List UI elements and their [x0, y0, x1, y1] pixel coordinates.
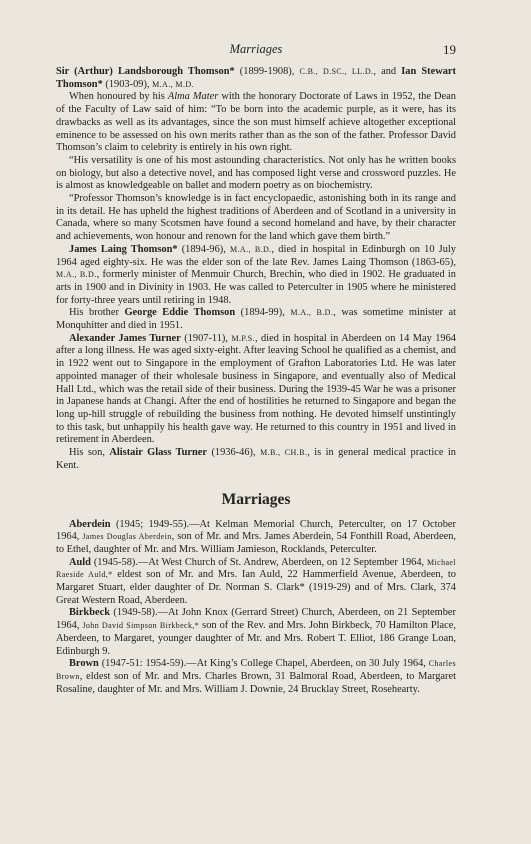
degrees: M.B., CH.B.: [260, 448, 308, 458]
text-run: , was sometime minister at Monquhitter and died in 1951.: [56, 307, 456, 332]
text-run: , formerly minister of Menmuir Church, Brechin, who died in 1902. He graduated in arts in 1900 and in Divinity in 1903. He was called to Peterculter in 1905 where he ministered for forty-three years until retiring in 1948.: [56, 269, 456, 306]
school-years: (1894-96),: [177, 243, 230, 255]
groom-name: Charles Brown: [56, 659, 456, 681]
text-run: , died in hospital in Edinburgh on 10 July 1964 aged eighty-six. He was the elder son of the late Rev. James Laing Thomson (1863-65),: [56, 243, 456, 268]
text-run: —At John Knox (Gerrard Street) Church, Aberdeen, on 21 September 1964,: [56, 607, 456, 632]
page-number: 19: [443, 42, 456, 57]
section-title-marriages: Marriages: [221, 490, 291, 508]
person-name: George Eddie Thomson: [124, 307, 236, 319]
person-name: Alistair Glass Turner: [109, 447, 207, 459]
page-body: [56, 66, 456, 696]
marriage-entry: [56, 658, 456, 696]
paragraph-honorary-doctorate: [56, 91, 456, 155]
degrees: M.A., B.D.: [290, 308, 334, 318]
degrees: M.A., B.D.: [230, 244, 272, 254]
text-run: His son,: [69, 447, 110, 459]
obituary-heading-thomson: [56, 66, 456, 91]
conjunction: , and: [373, 66, 397, 77]
degrees: M.A., B.D.: [56, 270, 97, 280]
obituary-james-laing-thomson: [56, 244, 456, 308]
person-name: James Laing Thomson*: [69, 243, 178, 255]
school-years: (1945-58).: [90, 556, 138, 568]
obituary-alexander-james-turner: [56, 333, 456, 447]
groom-name: Michael Raeside Auld,*: [56, 557, 457, 580]
marriage-entry: [56, 607, 456, 658]
groom-name: James Douglas Aberdein: [82, 532, 172, 542]
text-run: with the honorary Doctorate of Laws in 1952, the Dean of the Faculty of Law said of him: “To be born into the academic purple, as it were, has its drawbacks as well as its advantages, since the son must himself achieve altogether exceptional eminence to be assessed on his own merits rather than as the son of the father. Professor David Thomson’s claim to celebrity is entirely in his own right.: [56, 91, 456, 154]
school-years: (1945; 1949-55).: [110, 518, 190, 530]
text-run: , eldest son of Mr. and Mrs. Charles Brown, 31 Balmoral Road, Aberdeen, to Margaret Rosaline, daughter of Mr. and Mrs. William J. Downie, 24 Brucklay Street, Rosehearty.: [56, 670, 456, 695]
page-header: [56, 42, 456, 60]
person-name: Ian Stewart Thomson*: [56, 66, 456, 90]
school-years: (1936-46),: [207, 447, 261, 459]
text-run: When honoured by his: [69, 91, 168, 103]
alma-mater-italic: Alma Mater: [167, 91, 219, 103]
text-run: —At Kelman Memorial Church, Peterculter, on 17 October 1964,: [56, 518, 456, 543]
text-run: —At King’s College Chapel, Aberdeen, on 30 July 1964,: [186, 658, 429, 670]
text-run: son of the Rev. and Mrs. John Birkbeck, 70 Hamilton Place, Aberdeen, to Margaret, younger daughter of Mr. and Mrs. Robert T. Elliot, 186 Grange Loan, Edinburgh 9.: [56, 620, 456, 657]
obituary-george-eddie-thomson: [56, 307, 456, 332]
text-run: , is in general medical practice in Kent.: [56, 447, 456, 471]
school-years: (1907-11),: [180, 332, 232, 344]
person-name: Alexander James Turner: [69, 332, 181, 344]
obituary-alistair-glass-turner: [56, 447, 456, 472]
text-run: —At West Church of St. Andrew, Aberdeen, on 12 September 1964,: [137, 556, 427, 568]
running-head: Marriages: [229, 42, 283, 56]
surname: Brown: [69, 658, 99, 670]
degrees: C.B., D.SC., LL.D.: [299, 67, 374, 76]
school-years: (1894-99),: [235, 307, 291, 319]
text-run: His brother: [69, 307, 125, 319]
text-run: , son of Mr. and Mrs. James Aberdein, 54 Fonthill Road, Aberdeen, to Ethel, daughter of Mr. and Mrs. William Jamieson, Rocklands, Peterculter.: [56, 531, 456, 555]
surname: Birkbeck: [69, 607, 110, 619]
text-run: , died in hospital in Aberdeen on 14 May 1964 after a long illness. He was aged sixty-eight. After leaving School he qualified as a chemist, and in 1922 went out to Singapore in the employment of Grafton Laboratories Ltd. He was later appointed manager of their wholesale business in Singapore, and eventually also of Medical Hall Ltd., which was the retail side of their business. During the 1939-45 War he was a prisoner in Japanese hands at Changi. After the end of hostilities he returned to Singapore and began the long up-hill struggle of rebuilding the business from nothing. He devoted himself unstintingly to this task, but unhappily his health gave way. He returned to this country in 1951 and lived in retirement in Aberdeen.: [56, 332, 456, 446]
degrees: M.A., M.D.: [152, 79, 194, 89]
paragraph-knowledge: “Professor Thomson’s knowledge is in fact encyclopaedic, astonishing both in its range and in its detail. He has upheld the highest traditions of Aberdeen and of Scotland in a university in Canada, where so many Scotsmen have found a second homeland and have, by their character and achievements, won honour and renown for the land which gave them birth.”: [56, 193, 456, 243]
school-years: (1949-58).: [110, 607, 158, 619]
marriage-entry: [56, 557, 456, 608]
school-years: (1899-1908),: [234, 66, 300, 77]
text-run: eldest son of Mr. and Mrs. Ian Auld, 22 Hammerfield Avenue, Aberdeen, to Margaret Stuart, elder daughter of Dr. Norman S. Clark* (1919-29) and of Mrs. Clark, 374 Great Western Road, Aberdeen.: [56, 569, 457, 606]
surname: Auld: [69, 556, 91, 568]
marriage-entry: [56, 519, 456, 557]
surname: Aberdein: [69, 518, 111, 530]
degrees: M.P.S.: [231, 333, 255, 343]
school-years: (1903-09),: [102, 78, 153, 90]
person-name: Sir (Arthur) Landsborough Thomson*: [56, 66, 235, 77]
groom-name: John David Simpson Birkbeck,*: [82, 621, 200, 631]
paragraph-versatility: “His versatility is one of his most astounding characteristics. Not only has he written books on biology, but also a detective novel, and has composed light verse and crossword puzzles. He is almost as knowledgeable on ballet and modern poetry as on biochemistry.: [56, 154, 456, 192]
school-years: (1947-51: 1954-59).: [98, 658, 187, 670]
